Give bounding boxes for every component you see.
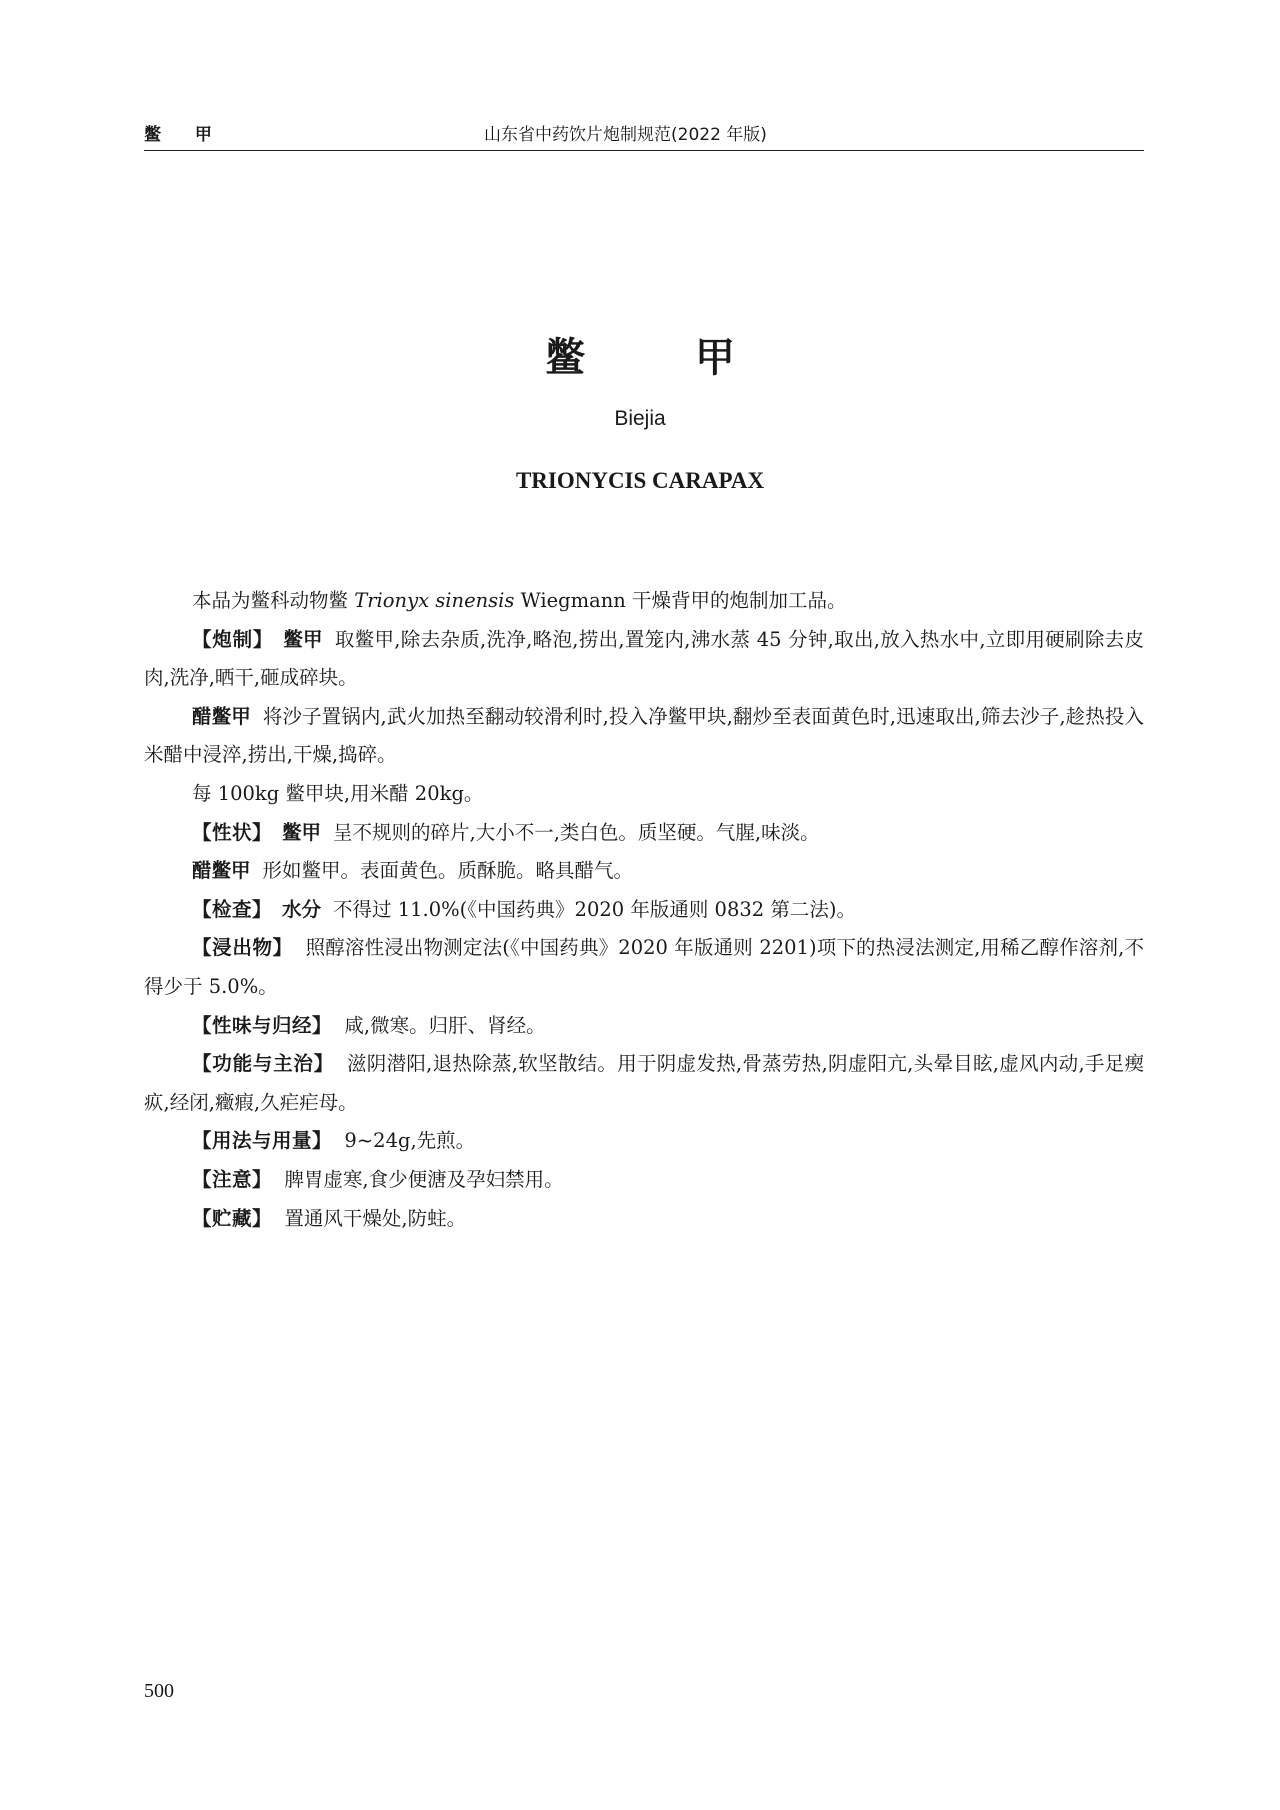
processing-text-biejia: 取鳖甲,除去杂质,洗净,略泡,捞出,置笼内,沸水蒸 45 分钟,取出,放入热水中,立即用硬刷除去皮肉,洗净,晒干,砸成碎块。 — [144, 627, 1144, 690]
extract-text: 照醇溶性浸出物测定法(《中国药典》2020 年版通则 2201)项下的热浸法测定,用稀乙醇作溶剂,不得少于 5.0%。 — [144, 936, 1144, 998]
description-tag: 【性状】 — [192, 820, 273, 844]
inspection-text: 不得过 11.0%(《中国药典》2020 年版通则 0832 第二法)。 — [333, 897, 856, 921]
pinyin-name: Biejia — [614, 407, 666, 430]
nature-paragraph — [144, 1007, 1144, 1046]
caution-text: 脾胃虚寒,食少便溏及孕妇禁用。 — [284, 1167, 564, 1191]
header-book-title: 山东省中药饮片炮制规范(2022 年版) — [484, 125, 767, 145]
dosage-tag: 【用法与用量】 — [192, 1129, 333, 1153]
function-tag: 【功能与主治】 — [192, 1052, 335, 1076]
page-number: 500 — [144, 1680, 174, 1702]
dosage-text: 9~24g,先煎。 — [344, 1129, 476, 1153]
extract-tag: 【浸出物】 — [192, 936, 293, 960]
inspection-tag: 【检查】 — [192, 897, 273, 921]
function-paragraph — [144, 1045, 1144, 1122]
nature-tag: 【性味与归经】 — [192, 1013, 333, 1037]
header-section-name: 鳖 甲 — [144, 125, 226, 145]
monograph-body — [144, 582, 1144, 1238]
running-header — [144, 112, 1144, 152]
processing-sub-biejia: 鳖甲 — [283, 627, 323, 651]
vinegar-processing-paragraph — [144, 698, 1144, 775]
species-name: Trionyx sinensis — [354, 589, 515, 612]
description-sub-cubiejia: 醋鳖甲 — [192, 859, 251, 883]
caution-paragraph — [144, 1161, 1144, 1200]
intro-text-after: Wiegmann 干燥背甲的炮制加工品。 — [514, 589, 847, 612]
inspection-sub-moisture: 水分 — [282, 897, 322, 921]
description-text-cubiejia: 形如鳖甲。表面黄色。质酥脆。略具醋气。 — [262, 859, 634, 883]
processing-text-cubiejia: 将沙子置锅内,武火加热至翻动较滑利时,投入净鳖甲块,翻炒至表面黄色时,迅速取出,筛去沙子,趁热投入米醋中浸淬,捞出,干燥,捣碎。 — [144, 704, 1144, 767]
storage-tag: 【贮藏】 — [192, 1206, 273, 1230]
vinegar-ratio: 每 100kg 鳖甲块,用米醋 20kg。 — [192, 781, 484, 805]
processing-paragraph — [144, 621, 1144, 698]
nature-text: 咸,微寒。归肝、肾经。 — [344, 1013, 546, 1037]
function-text: 滋阴潜阳,退热除蒸,软坚散结。用于阴虚发热,骨蒸劳热,阴虚阳亢,头晕目眩,虚风内动,手足瘈疭,经闭,癥瘕,久疟疟母。 — [144, 1052, 1144, 1114]
page-title: 鳖 甲 — [545, 335, 783, 381]
inspection-paragraph — [144, 891, 1144, 930]
dosage-paragraph — [144, 1122, 1144, 1161]
processing-tag: 【炮制】 — [192, 627, 274, 651]
header-divider — [144, 150, 1144, 151]
storage-paragraph — [144, 1200, 1144, 1239]
caution-tag: 【注意】 — [192, 1167, 273, 1191]
description-sub-biejia: 鳖甲 — [282, 820, 322, 844]
description-text-biejia: 呈不规则的碎片,大小不一,类白色。质坚硬。气腥,味淡。 — [333, 820, 820, 844]
storage-text: 置通风干燥处,防蛀。 — [284, 1206, 467, 1230]
latin-name: TRIONYCIS CARAPAX — [515, 468, 765, 493]
vinegar-description-paragraph — [144, 852, 1144, 891]
processing-sub-cubiejia: 醋鳖甲 — [192, 704, 251, 728]
extract-paragraph — [144, 929, 1144, 1006]
intro-paragraph — [144, 582, 1144, 621]
intro-text-before: 本品为鳖科动物鳖 — [192, 589, 355, 612]
description-paragraph — [144, 814, 1144, 853]
